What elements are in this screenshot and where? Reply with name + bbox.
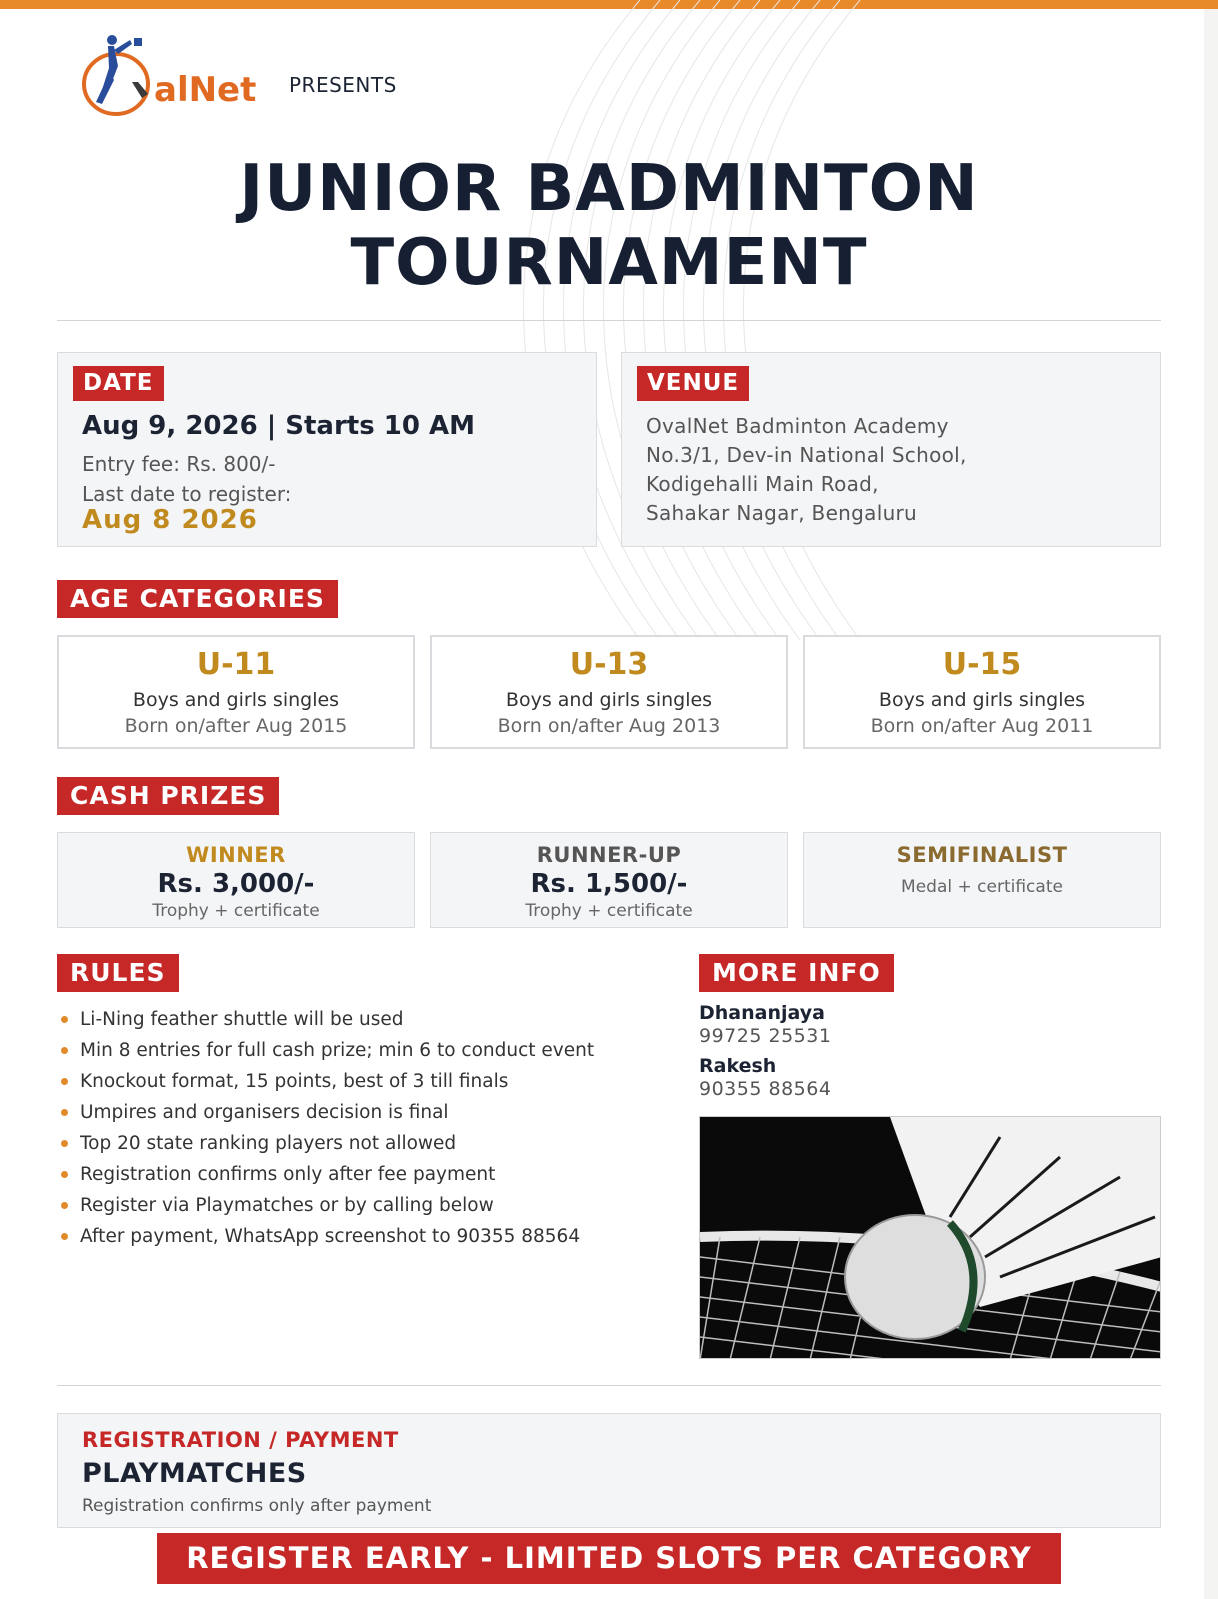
age-card [430, 635, 788, 749]
shuttlecock-illustration [700, 1117, 1161, 1359]
rule-item: Registration confirms only after fee payment [60, 1162, 594, 1193]
age-born: Born on/after Aug 2011 [870, 715, 1094, 737]
venue-panel [621, 352, 1161, 547]
title-line-1: JUNIOR BADMINTON [239, 152, 979, 226]
rule-item: Knockout format, 15 points, best of 3 till finals [60, 1069, 594, 1100]
top-accent-bar [0, 0, 1218, 9]
prize-card [57, 832, 415, 928]
date-panel [57, 352, 597, 547]
rule-item: Top 20 state ranking players not allowed [60, 1131, 594, 1162]
prize-card [803, 832, 1161, 928]
age-desc: Boys and girls singles [132, 689, 340, 711]
prize-note: Medal + certificate [901, 877, 1063, 897]
divider-top [57, 320, 1161, 321]
contact-name: Dhananjaya [699, 1002, 825, 1024]
entry-fee: Entry fee: Rs. 800/- [82, 452, 276, 476]
registration-platform[interactable]: PLAYMATCHES [82, 1458, 307, 1489]
rule-item: Umpires and organisers decision is final [60, 1100, 594, 1131]
prize-note: Trophy + certificate [152, 901, 320, 921]
contact-name: Rakesh [699, 1055, 777, 1077]
rule-item: Li-Ning feather shuttle will be used [60, 1007, 594, 1038]
venue-line: OvalNet Badminton Academy [646, 414, 949, 438]
rules-tag: RULES [57, 954, 179, 992]
age-card [803, 635, 1161, 749]
registration-panel [57, 1413, 1161, 1528]
registration-note: Registration confirms only after payment [82, 1496, 432, 1516]
venue-tag: VENUE [637, 366, 749, 401]
prize-note: Trophy + certificate [525, 901, 693, 921]
age-code: U-11 [196, 647, 276, 682]
logo-wordmark: alNet [154, 70, 257, 110]
prize-label: WINNER [186, 843, 286, 867]
age-categories-tag: AGE CATEGORIES [57, 580, 338, 618]
divider-bottom [57, 1385, 1161, 1386]
shuttlecock-photo [699, 1116, 1161, 1359]
prize-label: SEMIFINALIST [896, 843, 1068, 867]
age-desc: Boys and girls singles [505, 689, 713, 711]
prize-card [430, 832, 788, 928]
age-code: U-15 [942, 647, 1022, 682]
contact-phone[interactable]: 90355 88564 [699, 1078, 832, 1100]
venue-line: No.3/1, Dev-in National School, [646, 443, 967, 467]
prize-amount: Rs. 1,500/- [530, 869, 688, 899]
prize-amount: Rs. 3,000/- [157, 869, 315, 899]
last-date-label: Last date to register: [82, 482, 292, 506]
rule-item: After payment, WhatsApp screenshot to 90355 88564 [60, 1224, 594, 1255]
prize-label: RUNNER-UP [536, 843, 682, 867]
last-date-value: Aug 8 2026 [82, 505, 258, 535]
title-line-2: TOURNAMENT [350, 226, 868, 300]
more-info-tag: MORE INFO [699, 954, 894, 992]
page-title [0, 152, 1218, 300]
rule-item: Register via Playmatches or by calling below [60, 1193, 594, 1224]
age-born: Born on/after Aug 2015 [124, 715, 348, 737]
age-born: Born on/after Aug 2013 [497, 715, 721, 737]
event-date: Aug 9, 2026 | Starts 10 AM [82, 411, 475, 441]
rule-item: Min 8 entries for full cash prize; min 6 to conduct event [60, 1038, 594, 1069]
age-desc: Boys and girls singles [878, 689, 1086, 711]
contact-phone[interactable]: 99725 25531 [699, 1025, 832, 1047]
age-code: U-13 [569, 647, 649, 682]
venue-line: Kodigehalli Main Road, [646, 472, 879, 496]
register-early-banner: REGISTER EARLY - LIMITED SLOTS PER CATEGORY [157, 1533, 1061, 1584]
age-card [57, 635, 415, 749]
registration-heading: REGISTRATION / PAYMENT [82, 1428, 399, 1452]
date-tag: DATE [73, 366, 164, 401]
ovalnet-logo [78, 32, 263, 124]
presents-label: PRESENTS [289, 73, 397, 97]
rules-list [60, 1007, 594, 1255]
cash-prizes-tag: CASH PRIZES [57, 777, 279, 815]
venue-line: Sahakar Nagar, Bengaluru [646, 501, 918, 525]
